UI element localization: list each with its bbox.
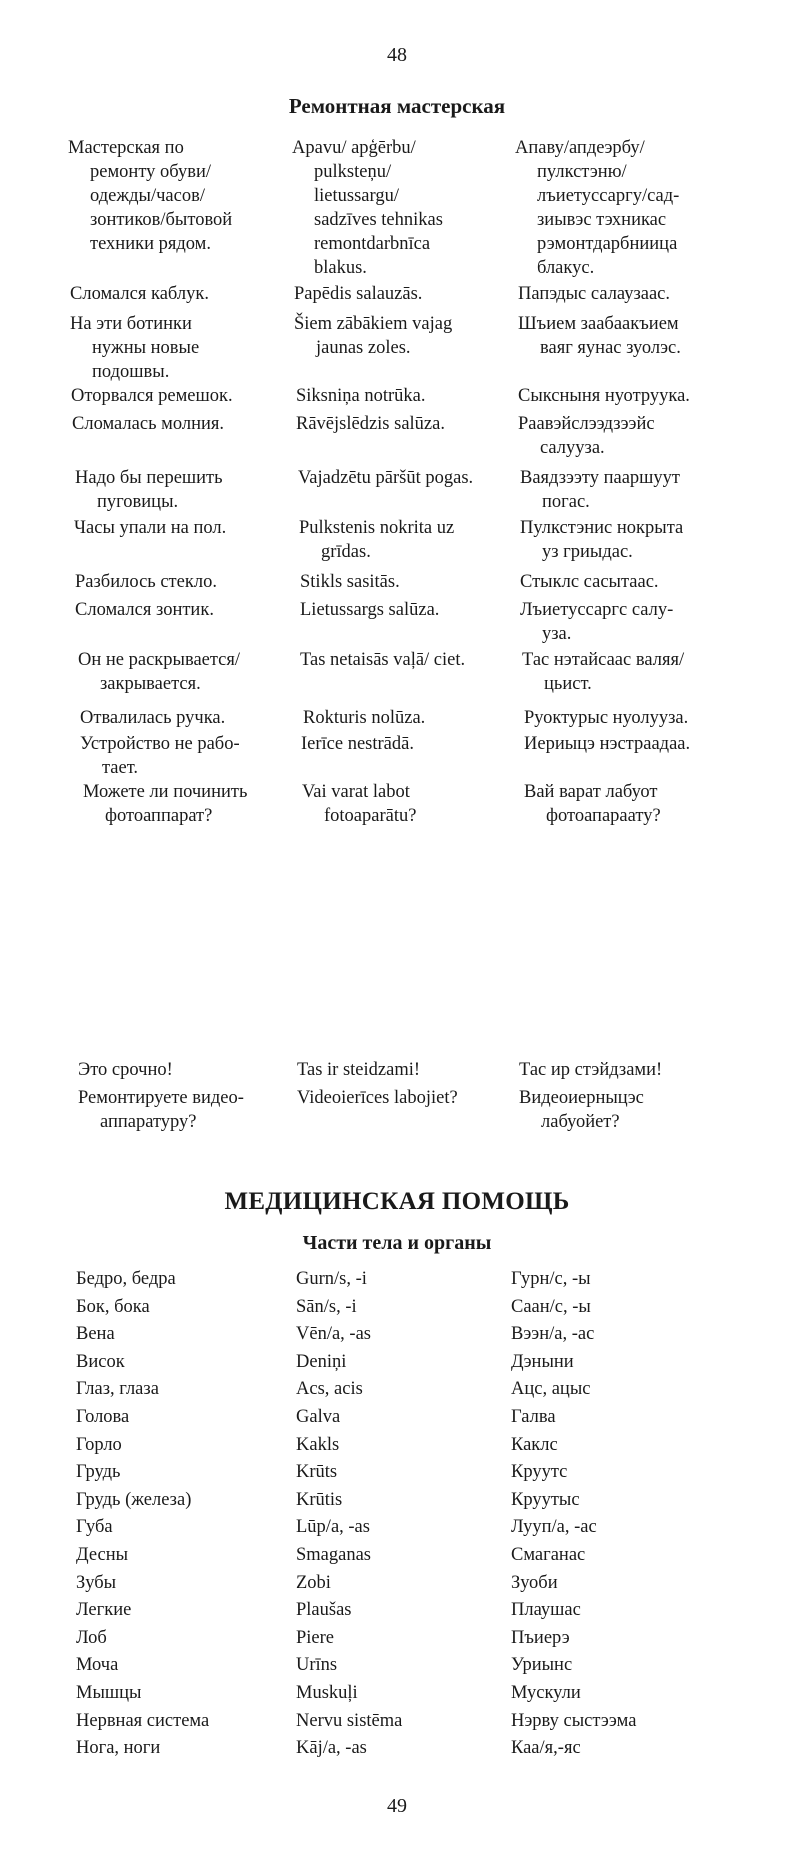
body-parts-transcription-column	[511, 1266, 636, 1763]
phrase-line: Vajadzētu pāršūt pogas.	[298, 468, 474, 488]
body-part-tr: Уриынс	[511, 1655, 573, 1676]
phrase-line: lietussargu/	[314, 186, 399, 206]
page-number-top: 48	[387, 44, 407, 66]
transcription-phrase	[520, 516, 790, 564]
body-part-ru: Моча	[76, 1655, 119, 1676]
phrase-line: Apavu/ apģērbu/	[292, 138, 416, 158]
phrase-line: Раавэйслээдзээйс	[518, 414, 655, 434]
phrase-line: Ваядзээту пааршуут	[520, 468, 681, 488]
phrase-line: нужны новые	[92, 338, 200, 358]
phrase-line: рэмонтдарбниица	[537, 234, 678, 254]
phrase-line: Сломался каблук.	[70, 284, 209, 304]
latvian-phrase	[297, 1058, 512, 1082]
body-part-tr: Лууп/а, -ас	[511, 1517, 597, 1538]
body-parts-subheading: Части тела и органы	[302, 1232, 492, 1254]
phrase-line: Устройство не рабо-	[80, 734, 240, 754]
phrase-line: Пулкстэнис нокрыта	[520, 518, 684, 538]
latvian-phrase	[301, 732, 516, 756]
russian-phrase	[75, 466, 295, 514]
phrase-line: блакус.	[537, 258, 595, 278]
phrase-line: Rokturis nolūza.	[303, 708, 426, 728]
phrase-line: Tas netaisās vaļā/ ciet.	[300, 650, 466, 670]
body-part-lv: Piere	[296, 1627, 335, 1648]
phrase-line: Papēdis salauzās.	[294, 284, 423, 304]
phrase-line: Тас ир стэйдзами!	[519, 1060, 663, 1080]
latvian-phrase	[298, 466, 513, 490]
body-part-lv: Plaušas	[296, 1600, 352, 1621]
body-part-tr: Зуоби	[511, 1572, 558, 1593]
phrase-line: Siksniņa notrūka.	[296, 386, 426, 406]
russian-phrase	[74, 516, 294, 540]
russian-phrase	[70, 282, 290, 306]
phrase-line: тает.	[102, 758, 139, 778]
body-part-tr: Круутыс	[511, 1489, 580, 1510]
latvian-phrase	[300, 570, 515, 594]
phrase-line: Tas ir steidzami!	[297, 1060, 421, 1080]
phrase-line: Stikls sasitās.	[300, 572, 400, 592]
phrase-line: ремонту обуви/	[90, 162, 212, 182]
phrase-line: Vai varat labot	[302, 782, 410, 802]
body-part-ru: Легкие	[76, 1600, 132, 1621]
body-part-tr: Вээн/а, -ас	[511, 1324, 595, 1345]
phrase-line: На эти ботинки	[70, 314, 192, 334]
russian-phrase	[71, 384, 291, 408]
russian-phrase	[80, 732, 300, 780]
body-part-ru: Бок, бока	[76, 1296, 150, 1317]
russian-phrase	[80, 706, 300, 730]
body-part-lv: Krūtis	[296, 1489, 343, 1510]
phrase-line: Руоктурыс нуолууза.	[524, 708, 689, 728]
phrase-line: Он не раскрывается/	[78, 650, 241, 670]
phrase-line: лъиетуссаргу/сад-	[537, 186, 680, 206]
body-part-tr: Круутс	[511, 1462, 568, 1483]
body-part-tr: Нэрву сыстээма	[511, 1710, 637, 1731]
phrase-line: Вай варат лабуот	[524, 782, 658, 802]
russian-phrase	[75, 570, 295, 594]
transcription-phrase	[520, 466, 790, 514]
latvian-phrase	[294, 312, 509, 360]
phrase-line: Апаву/апдеэрбу/	[515, 138, 645, 158]
phrase-line: Надо бы перешить	[75, 468, 223, 488]
phrase-line: Сломался зонтик.	[75, 600, 214, 620]
body-part-tr: Галва	[511, 1406, 556, 1427]
phrase-line: Отвалилась ручка.	[80, 708, 226, 728]
phrase-line: Šiem zābākiem vajag	[294, 314, 453, 334]
transcription-phrase	[520, 598, 790, 646]
phrase-line: Тас нэтайсаас валяя/	[522, 650, 685, 670]
body-part-tr: Каа/я,-яс	[511, 1738, 581, 1759]
phrase-line: подошвы.	[92, 362, 170, 382]
latvian-phrase	[300, 648, 515, 672]
phrase-line: Разбилось стекло.	[75, 572, 217, 592]
phrase-line: Videoierīces labojiet?	[297, 1088, 458, 1108]
russian-phrase	[78, 648, 298, 696]
latvian-phrase	[292, 136, 507, 280]
page-number-bottom: 49	[387, 1795, 407, 1817]
phrase-line: уза.	[542, 624, 572, 644]
body-part-ru: Нога, ноги	[76, 1738, 161, 1759]
phrase-line: remontdarbnīca	[314, 234, 431, 254]
body-part-lv: Smaganas	[296, 1544, 372, 1565]
body-part-ru: Лоб	[76, 1627, 107, 1648]
phrase-line: ваяг яунас зуолэс.	[540, 338, 681, 358]
phrase-line: Lietussargs salūza.	[300, 600, 440, 620]
phrase-line: Ремонтируете видео-	[78, 1088, 244, 1108]
russian-phrase	[70, 312, 290, 384]
phrase-line: погас.	[542, 492, 590, 512]
transcription-phrase	[518, 312, 788, 360]
phrase-line: blakus.	[314, 258, 367, 278]
body-part-tr: Ацс, ацыс	[511, 1379, 591, 1400]
phrase-line: Лъиетуссаргс салу-	[520, 600, 674, 620]
body-part-ru: Нервная система	[76, 1710, 210, 1731]
phrase-line: одежды/часов/	[90, 186, 205, 206]
repair-section-heading: Ремонтная мастерская	[288, 94, 506, 118]
body-part-lv: Acs, acis	[296, 1379, 363, 1400]
body-part-ru: Грудь (железа)	[76, 1489, 192, 1510]
body-part-lv: Krūts	[296, 1462, 338, 1483]
phrase-line: grīdas.	[321, 542, 371, 562]
russian-phrase	[72, 412, 292, 436]
phrase-line: Сломалась молния.	[72, 414, 225, 434]
body-part-lv: Muskuļi	[296, 1682, 358, 1703]
transcription-phrase	[524, 706, 794, 730]
body-part-tr: Саан/с, -ы	[511, 1296, 591, 1317]
body-part-tr: Плаушас	[511, 1600, 581, 1621]
transcription-phrase	[524, 732, 794, 756]
body-part-lv: Nervu sistēma	[296, 1710, 403, 1731]
phrase-line: Часы упали на пол.	[74, 518, 227, 538]
phrase-line: пуговицы.	[97, 492, 179, 512]
phrase-line: Оторвался ремешок.	[71, 386, 233, 406]
phrase-line: Можете ли починить	[83, 782, 248, 802]
phrase-line: фотоапараату?	[546, 806, 661, 826]
body-part-lv: Kāj/a, -as	[296, 1738, 367, 1759]
body-part-ru: Бедро, бедра	[76, 1269, 176, 1289]
body-part-ru: Десны	[76, 1544, 129, 1565]
phrase-line: Это срочно!	[78, 1060, 173, 1080]
body-part-lv: Vēn/a, -as	[296, 1324, 371, 1345]
phrase-line: pulksteņu/	[314, 162, 392, 182]
body-part-ru: Глаз, глаза	[76, 1379, 159, 1400]
body-part-ru: Грудь	[76, 1462, 121, 1483]
phrase-line: Rāvējslēdzis salūza.	[296, 414, 445, 434]
body-parts-russian-column	[76, 1266, 209, 1763]
latvian-phrase	[303, 706, 518, 730]
russian-phrase	[68, 136, 288, 256]
body-part-ru: Висок	[76, 1351, 125, 1372]
body-part-tr: Дэныни	[511, 1351, 574, 1372]
body-part-ru: Вена	[76, 1324, 115, 1345]
body-part-tr: Каклс	[511, 1434, 558, 1455]
phrase-line: sadzīves tehnikas	[314, 210, 443, 230]
medical-section-title: МЕДИЦИНСКАЯ ПОМОЩЬ	[224, 1188, 570, 1215]
transcription-phrase	[519, 1058, 789, 1082]
body-part-ru: Мышцы	[76, 1682, 142, 1703]
phrase-line: Стыклс сасытаас.	[520, 572, 659, 592]
phrase-line: Ierīce nestrādā.	[301, 734, 414, 754]
latvian-phrase	[297, 1086, 512, 1110]
phrase-line: техники рядом.	[90, 234, 212, 254]
body-part-ru: Зубы	[76, 1572, 117, 1593]
latvian-phrase	[300, 598, 515, 622]
body-part-lv: Urīns	[296, 1655, 338, 1676]
body-part-tr: Гурн/с, -ы	[511, 1269, 591, 1289]
phrase-line: Видеоиерныцэс	[519, 1088, 644, 1108]
body-part-lv: Kakls	[296, 1434, 340, 1455]
phrase-line: Папэдыс салаузаас.	[518, 284, 671, 304]
transcription-phrase	[518, 282, 788, 306]
body-parts-latvian-column	[296, 1266, 402, 1763]
phrase-line: пулкстэню/	[537, 162, 627, 182]
body-part-tr: Смаганас	[511, 1544, 586, 1565]
russian-phrase	[78, 1058, 298, 1082]
phrase-line: закрывается.	[100, 674, 201, 694]
transcription-phrase	[518, 384, 788, 408]
phrase-line: фотоаппарат?	[105, 806, 213, 826]
transcription-phrase	[519, 1086, 789, 1134]
body-part-lv: Zobi	[296, 1572, 331, 1593]
russian-phrase	[75, 598, 295, 622]
transcription-phrase	[520, 570, 790, 594]
phrase-line: уз гриыдас.	[542, 542, 633, 562]
phrase-line: цьист.	[544, 674, 592, 694]
body-part-tr: Мускули	[511, 1682, 581, 1703]
transcription-phrase	[515, 136, 785, 280]
russian-phrase	[78, 1086, 298, 1134]
russian-phrase	[83, 780, 303, 828]
body-part-lv: Lūp/a, -as	[296, 1517, 370, 1538]
body-part-tr: Пъиерэ	[511, 1627, 570, 1648]
body-part-ru: Голова	[76, 1406, 130, 1427]
phrase-line: Сыксныня нуотруука.	[518, 386, 690, 406]
phrase-line: зиывэс тэхникас	[537, 210, 667, 230]
phrase-line: зонтиков/бытовой	[90, 210, 233, 230]
body-part-ru: Губа	[76, 1517, 113, 1538]
phrase-line: Иериыцэ нэстраадаа.	[524, 734, 691, 754]
latvian-phrase	[299, 516, 514, 564]
latvian-phrase	[294, 282, 509, 306]
latvian-phrase	[296, 412, 511, 436]
body-part-lv: Galva	[296, 1406, 341, 1427]
transcription-phrase	[522, 648, 792, 696]
body-part-lv: Sān/s, -i	[296, 1296, 357, 1317]
latvian-phrase	[302, 780, 517, 828]
body-part-lv: Gurn/s, -i	[296, 1269, 367, 1289]
phrase-line: jaunas zoles.	[316, 338, 411, 358]
transcription-phrase	[524, 780, 794, 828]
phrase-line: Шъием заабаакъием	[518, 314, 679, 334]
phrase-line: лабуойет?	[541, 1112, 620, 1132]
phrase-line: Pulkstenis nokrita uz	[299, 518, 455, 538]
transcription-phrase	[518, 412, 788, 460]
body-part-lv: Deniņi	[296, 1351, 347, 1372]
latvian-phrase	[296, 384, 511, 408]
phrase-line: аппаратуру?	[100, 1112, 197, 1132]
phrase-line: Мастерская по	[68, 138, 184, 158]
phrase-line: fotoaparātu?	[324, 806, 417, 826]
phrase-line: салууза.	[540, 438, 605, 458]
body-part-ru: Горло	[76, 1434, 122, 1455]
